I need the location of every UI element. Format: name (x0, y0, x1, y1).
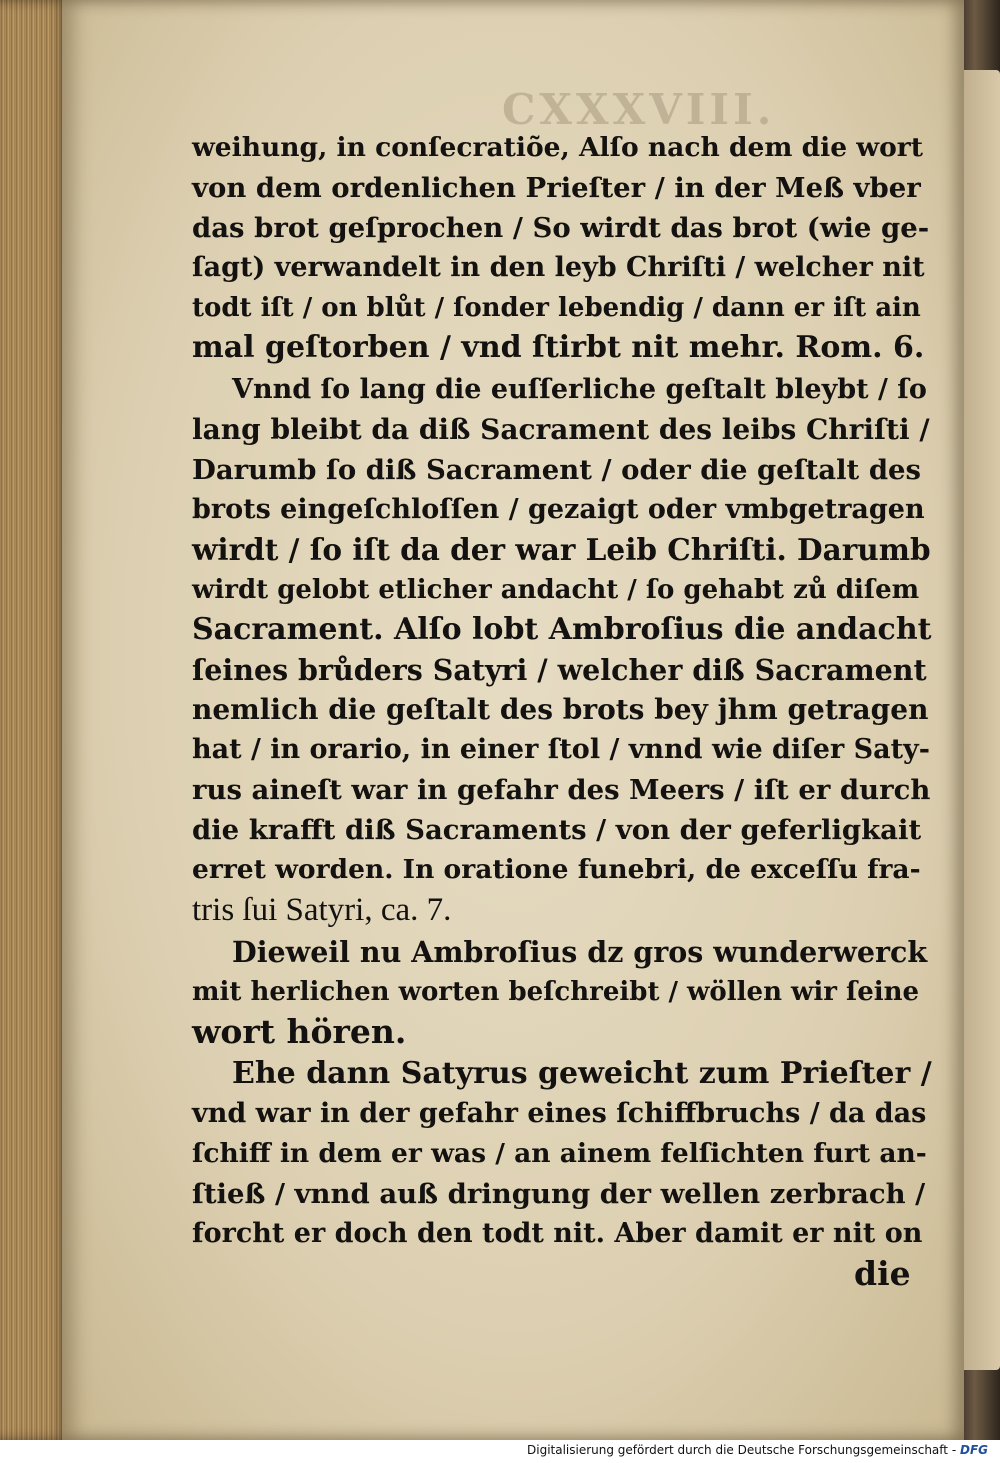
text-line: Sacrament. Alſo lobt Ambroſius die andacht (192, 612, 932, 647)
text-line: Dieweil nu Ambroſius dz gros wunderwerck (232, 935, 928, 969)
credit-text (527, 1443, 988, 1457)
text-line: vnd war in der gefahr eines ſchiffbruchs / da das (192, 1098, 927, 1129)
dfg-logo: DFG (959, 1443, 988, 1457)
text-line: Darumb ſo diß Sacrament / oder die geſtalt des (192, 454, 922, 486)
text-line: die krafft diß Sacraments / von der geferligkait (192, 814, 922, 846)
text-line: von dem ordenlichen Prieſter / in der Meß vber (192, 172, 921, 204)
text-line: wort hören. (192, 1012, 407, 1051)
book-page-edges-left (0, 0, 70, 1440)
text-line: ſeines brůders Satyri / welcher diß Sacrament (192, 653, 927, 687)
credit-label: Digitalisierung gefördert durch die Deutsche Forschungsgemeinschaft - (527, 1443, 957, 1457)
text-line: tris ſui Satyri, ca. 7. (192, 892, 452, 928)
text-line: mal geſtorben / vnd ſtirbt nit mehr. Rom. 6. (192, 330, 925, 365)
text-line: lang bleibt da diß Sacrament des leibs Chriſti / (192, 413, 930, 446)
text-line: Vnnd ſo lang die euſſerliche geſtalt bleybt / ſo (232, 374, 927, 405)
text-line: brots eingeſchloſſen / gezaigt oder vmbgetragen (192, 494, 925, 525)
text-line: ſagt) verwandelt in den leyb Chriſti / welcher nit (192, 252, 925, 283)
digitization-credit-bar (0, 1440, 1000, 1463)
text-line: weihung, in conſecratiõe, Alſo nach dem die wort (192, 132, 924, 163)
text-line: hat / in orario, in einer ſtol / vnnd wie diſer Saty- (192, 734, 930, 765)
text-line: todt iſt / on blůt / ſonder lebendig / dann er iſt ain (192, 293, 921, 323)
show-through-folio: CXXXVIII. (502, 85, 776, 134)
text-line: wirdt gelobt etlicher andacht / ſo gehabt zů diſem (192, 575, 920, 605)
text-line: wirdt / ſo iſt da der war Leib Chriſti. Darumb (192, 532, 931, 567)
catchword: die (854, 1254, 911, 1293)
text-line: nemlich die geſtalt des brots bey jhm getragen (192, 693, 929, 726)
text-line: ſtieß / vnnd auß dringung der wellen zerbrach / (192, 1178, 926, 1210)
text-line: Ehe dann Satyrus geweicht zum Prieſter / (232, 1056, 932, 1091)
text-line: erret worden. In oratione funebri, de exceſſu fra- (192, 854, 921, 885)
text-line: das brot geſprochen / So wirdt das brot (wie ge- (192, 212, 930, 244)
text-line: mit herlichen worten beſchreibt / wöllen wir ſeine (192, 977, 920, 1007)
text-line: forcht er doch den todt nit. Aber damit er nit on (192, 1218, 923, 1249)
text-line: ſchiff in dem er was / an ainem felſichten furt an- (192, 1138, 927, 1169)
text-line: rus aineſt war in gefahr des Meers / iſt er durch (192, 774, 931, 806)
